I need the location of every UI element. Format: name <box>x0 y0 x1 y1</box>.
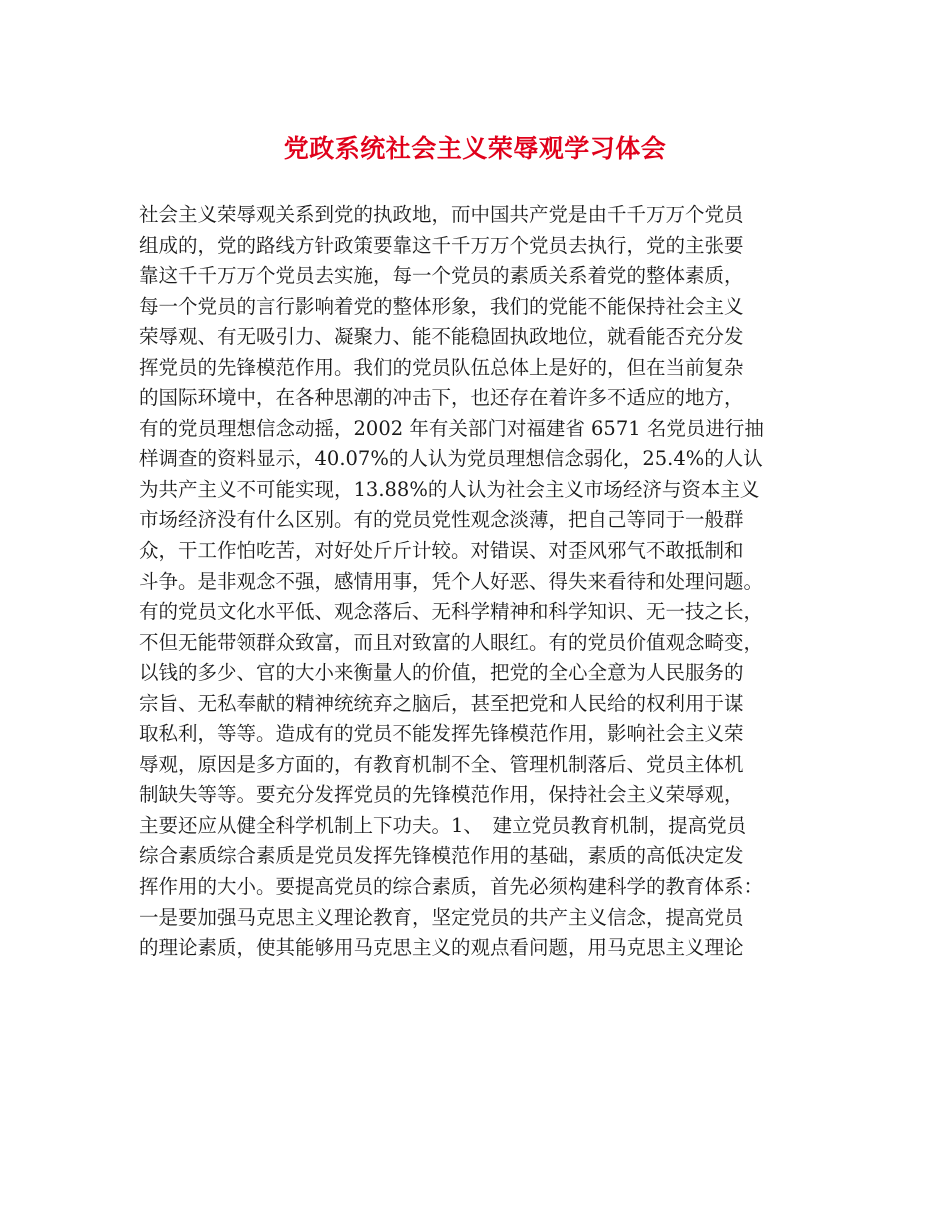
body-line: 主要还应从健全科学机制上下功夫。1、 建立党员教育机制，提高党员 <box>139 813 747 837</box>
document-title: 党政系统社会主义荣辱观学习体会 <box>283 134 667 163</box>
body-line: 以钱的多少、官的大小来衡量人的价值，把党的全心全意为人民服务的 <box>139 661 744 685</box>
body-line: 众，干工作怕吃苦，对好处斤斤计较。对错误、对歪风邪气不敢抵制和 <box>139 539 744 563</box>
body-line: 社会主义荣辱观关系到党的执政地，而中国共产党是由千千万万个党员 <box>139 203 744 226</box>
body-line: 挥作用的大小。要提高党员的综合素质，首先必须构建科学的教育体系： <box>139 875 764 899</box>
body-line: 市场经济没有什么区别。有的党员党性观念淡薄，把自己等同于一般群 <box>139 508 744 532</box>
body-line: 综合素质综合素质是党员发挥先锋模范作用的基础，素质的高低决定发 <box>139 844 744 868</box>
body-line: 有的党员理想信念动摇，2002 年有关部门对福建省 6571 名党员进行抽 <box>139 416 764 440</box>
body-line: 一是要加强马克思主义理论教育，坚定党员的共产主义信念，提高党员 <box>139 905 744 929</box>
body-line: 斗争。是非观念不强，感情用事，凭个人好恶、得失来看待和处理问题。 <box>139 569 764 593</box>
body-line: 取私利，等等。造成有的党员不能发挥先锋模范作用，影响社会主义荣 <box>139 722 744 746</box>
body-line: 荣辱观、有无吸引力、凝聚力、能不能稳固执政地位，就看能否充分发 <box>139 325 744 349</box>
body-line: 辱观，原因是多方面的，有教育机制不全、管理机制落后、党员主体机 <box>139 752 744 776</box>
body-line: 靠这千千万万个党员去实施，每一个党员的素质关系着党的整体素质， <box>139 264 744 288</box>
body-line: 宗旨、无私奉献的精神统统弃之脑后，甚至把党和人民给的权利用于谋 <box>139 691 744 715</box>
body-line: 的国际环境中，在各种思潮的冲击下，也还存在着许多不适应的地方， <box>139 386 744 410</box>
body-line: 为共产主义不可能实现，13.88%的人认为社会主义市场经济与资本主义 <box>139 477 760 501</box>
document-body <box>139 200 829 964</box>
body-line: 有的党员文化水平低、观念落后、无科学精神和科学知识、无一技之长， <box>139 600 764 624</box>
body-line: 的理论素质，使其能够用马克思主义的观点看问题，用马克思主义理论 <box>139 936 744 960</box>
body-line: 制缺失等等。要充分发挥党员的先锋模范作用，保持社会主义荣辱观， <box>139 783 744 807</box>
body-line: 不但无能带领群众致富，而且对致富的人眼红。有的党员价值观念畸变， <box>139 630 764 654</box>
body-line: 组成的，党的路线方针政策要靠这千千万万个党员去执行，党的主张要 <box>139 233 744 257</box>
body-line: 挥党员的先锋模范作用。我们的党员队伍总体上是好的，但在当前复杂 <box>139 355 744 379</box>
body-line: 样调查的资料显示，40.07%的人认为党员理想信念弱化，25.4%的人认 <box>139 447 763 471</box>
body-line: 每一个党员的言行影响着党的整体形象，我们的党能不能保持社会主义 <box>139 294 744 318</box>
